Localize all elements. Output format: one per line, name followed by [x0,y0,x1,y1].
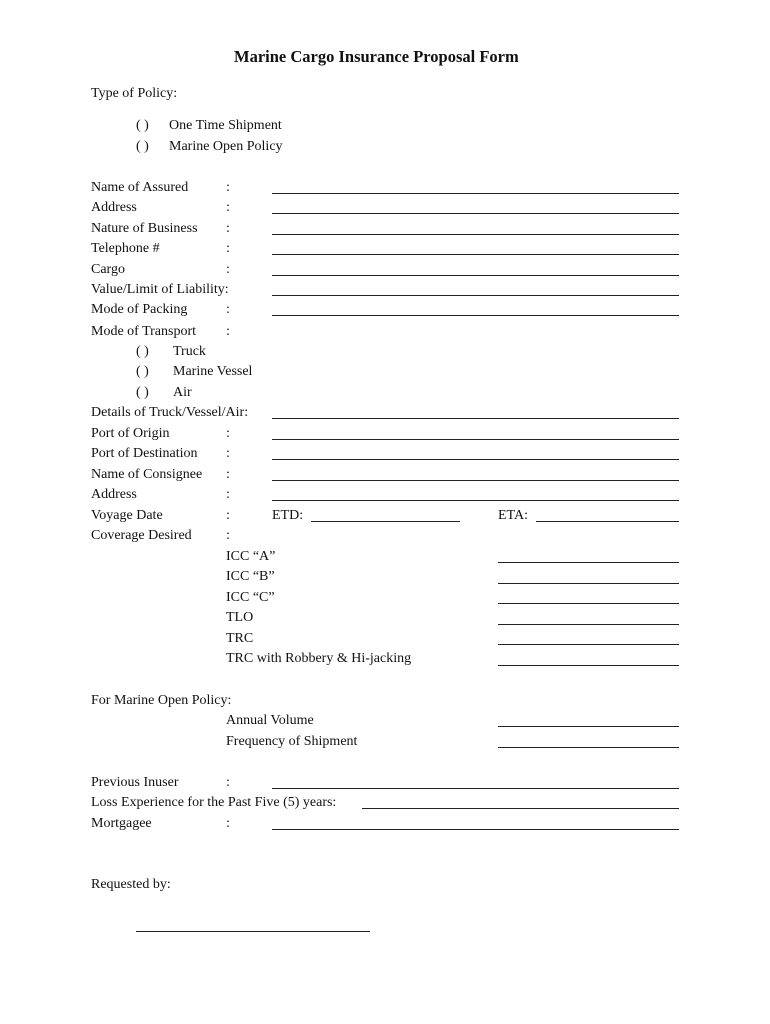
mode-of-packing-field[interactable] [272,315,679,316]
coverage-icc-a-field[interactable] [498,562,679,563]
cargo-field[interactable] [272,275,679,276]
port-of-origin-field[interactable] [272,439,679,440]
coverage-trc-robbery-label: TRC with Robbery & Hi-jacking [226,651,412,666]
port-of-origin-label: Port of Origin [91,426,170,441]
colon: : [226,487,230,502]
voyage-date-label: Voyage Date [91,508,163,523]
colon: : [226,816,230,831]
coverage-trc-field[interactable] [498,644,679,645]
colon: : [226,528,230,543]
policy-option-one-time-checkbox[interactable]: ( ) [136,118,149,133]
coverage-icc-c-field[interactable] [498,603,679,604]
mortgagee-field[interactable] [272,829,679,830]
colon: : [226,467,230,482]
colon: : [226,446,230,461]
etd-label: ETD: [272,508,304,523]
telephone-field[interactable] [272,254,679,255]
coverage-icc-b-field[interactable] [498,583,679,584]
requested-by-label: Requested by: [91,877,171,892]
coverage-icc-c-label: ICC “C” [226,590,275,605]
annual-volume-label: Annual Volume [226,713,314,728]
address-field[interactable] [272,213,679,214]
previous-insurer-field[interactable] [272,788,679,789]
loss-experience-label: Loss Experience for the Past Five (5) years: [91,795,337,810]
open-policy-label: For Marine Open Policy: [91,693,232,708]
form-title: Marine Cargo Insurance Proposal Form [234,47,519,66]
name-of-consignee-label: Name of Consignee [91,467,203,482]
colon: : [226,324,230,339]
details-field[interactable] [272,418,679,419]
transport-truck-label: Truck [173,344,206,359]
colon: : [226,262,230,277]
address-label: Address [91,200,137,215]
transport-truck-checkbox[interactable]: ( ) [136,344,149,359]
consignee-address-label: Address [91,487,137,502]
transport-air-label: Air [173,385,192,400]
colon: : [226,221,230,236]
colon: : [226,508,230,523]
annual-volume-field[interactable] [498,726,679,727]
eta-label: ETA: [498,508,528,523]
value-limit-label: Value/Limit of Liability: [91,282,229,297]
coverage-tlo-label: TLO [226,610,254,625]
consignee-address-field[interactable] [272,500,679,501]
colon: : [226,180,230,195]
colon: : [226,426,230,441]
transport-vessel-label: Marine Vessel [173,364,253,379]
nature-of-business-label: Nature of Business [91,221,198,236]
name-of-assured-field[interactable] [272,193,679,194]
nature-of-business-field[interactable] [272,234,679,235]
type-of-policy-label: Type of Policy: [91,86,178,101]
colon: : [226,775,230,790]
mode-of-transport-label: Mode of Transport [91,324,197,339]
policy-option-open-label: Marine Open Policy [169,139,283,154]
coverage-tlo-field[interactable] [498,624,679,625]
telephone-label: Telephone # [91,241,160,256]
cargo-label: Cargo [91,262,125,277]
coverage-desired-label: Coverage Desired [91,528,192,543]
coverage-trc-label: TRC [226,631,254,646]
port-of-destination-field[interactable] [272,459,679,460]
policy-option-open-checkbox[interactable]: ( ) [136,139,149,154]
colon: : [226,200,230,215]
colon: : [226,241,230,256]
etd-field[interactable] [311,521,460,522]
frequency-label: Frequency of Shipment [226,734,358,749]
value-limit-field[interactable] [272,295,679,296]
eta-field[interactable] [536,521,679,522]
previous-insurer-label: Previous Inuser [91,775,179,790]
colon: : [226,302,230,317]
signature-line[interactable] [136,931,370,932]
loss-experience-field[interactable] [362,808,679,809]
details-label: Details of Truck/Vessel/Air: [91,405,249,420]
port-of-destination-label: Port of Destination [91,446,198,461]
frequency-field[interactable] [498,747,679,748]
coverage-trc-robbery-field[interactable] [498,665,679,666]
coverage-icc-a-label: ICC “A” [226,549,276,564]
policy-option-one-time-label: One Time Shipment [169,118,282,133]
name-of-assured-label: Name of Assured [91,180,189,195]
mode-of-packing-label: Mode of Packing [91,302,188,317]
mortgagee-label: Mortgagee [91,816,152,831]
coverage-icc-b-label: ICC “B” [226,569,275,584]
transport-vessel-checkbox[interactable]: ( ) [136,364,149,379]
name-of-consignee-field[interactable] [272,480,679,481]
transport-air-checkbox[interactable]: ( ) [136,385,149,400]
